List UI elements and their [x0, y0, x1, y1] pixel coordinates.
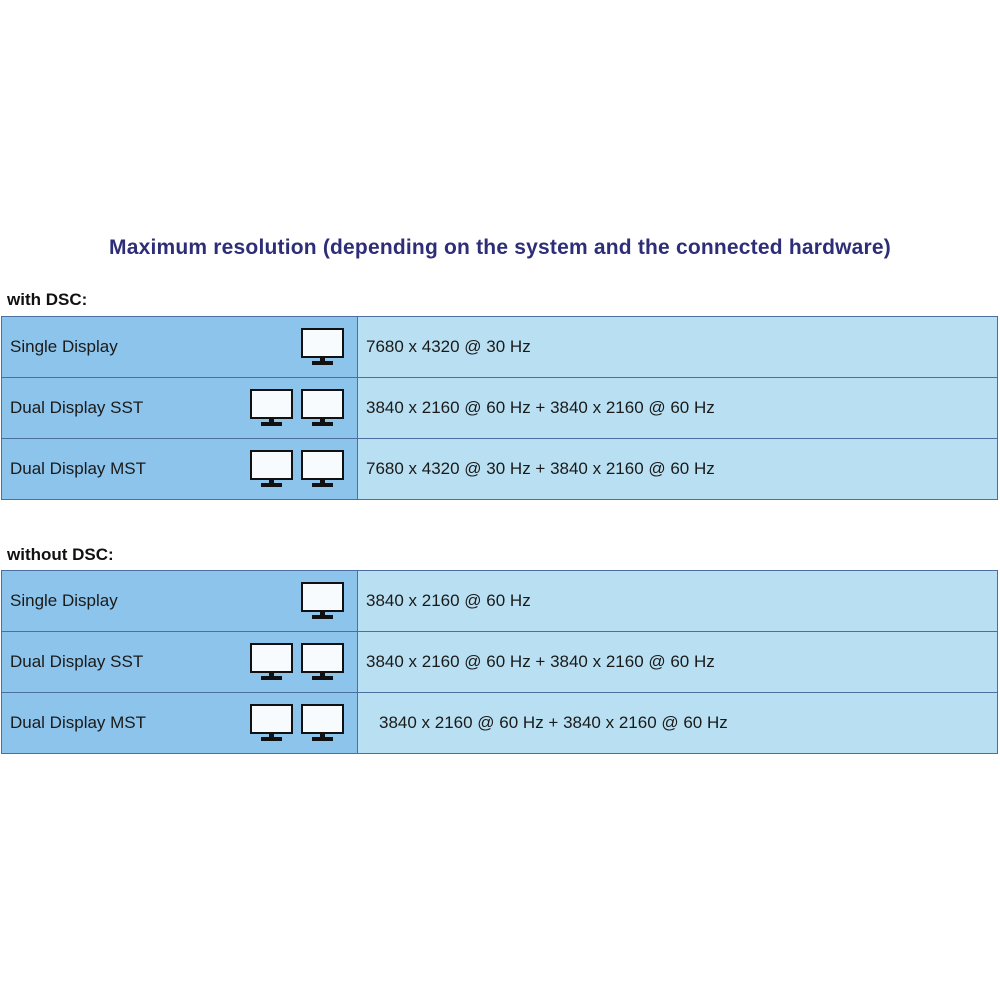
mode-cell [2, 317, 358, 378]
monitor-icon [250, 450, 293, 488]
monitor-icons [250, 450, 344, 488]
resolution-value: 3840 x 2160 @ 60 Hz + 3840 x 2160 @ 60 Hz [358, 693, 998, 754]
monitor-icon [301, 328, 344, 366]
section-label-without-dsc: without DSC: [7, 545, 114, 564]
mode-label: Single Display [10, 337, 118, 356]
monitor-icon [250, 643, 293, 681]
monitor-icons [250, 643, 344, 681]
monitor-icon [301, 704, 344, 742]
monitor-icon [301, 643, 344, 681]
page-title: Maximum resolution (depending on the system and the connected hardware) [109, 236, 891, 259]
resolution-value: 3840 x 2160 @ 60 Hz + 3840 x 2160 @ 60 Hz [358, 378, 998, 439]
monitor-icons [301, 582, 344, 620]
resolution-table-without-dsc [1, 570, 998, 754]
monitor-icon [250, 389, 293, 427]
resolution-value: 3840 x 2160 @ 60 Hz + 3840 x 2160 @ 60 Hz [358, 632, 998, 693]
mode-cell [2, 378, 358, 439]
mode-label: Single Display [10, 591, 118, 610]
mode-cell [2, 693, 358, 754]
monitor-icon [301, 389, 344, 427]
table-row [2, 439, 998, 500]
table-row [2, 693, 998, 754]
monitor-icon [301, 582, 344, 620]
monitor-icons [250, 704, 344, 742]
mode-cell [2, 439, 358, 500]
resolution-value: 7680 x 4320 @ 30 Hz [358, 317, 998, 378]
mode-cell [2, 571, 358, 632]
mode-cell [2, 632, 358, 693]
mode-label: Dual Display MST [10, 459, 147, 478]
monitor-icon [301, 450, 344, 488]
table-row [2, 378, 998, 439]
section-label-with-dsc: with DSC: [7, 290, 88, 309]
monitor-icons [250, 389, 344, 427]
table-row [2, 571, 998, 632]
table-row [2, 317, 998, 378]
resolution-value: 3840 x 2160 @ 60 Hz [358, 571, 998, 632]
mode-label: Dual Display SST [10, 652, 144, 671]
monitor-icons [301, 328, 344, 366]
resolution-table-with-dsc [1, 316, 998, 500]
table-row [2, 632, 998, 693]
mode-label: Dual Display SST [10, 398, 144, 417]
monitor-icon [250, 704, 293, 742]
mode-label: Dual Display MST [10, 713, 147, 732]
resolution-value: 7680 x 4320 @ 30 Hz + 3840 x 2160 @ 60 Hz [358, 439, 998, 500]
